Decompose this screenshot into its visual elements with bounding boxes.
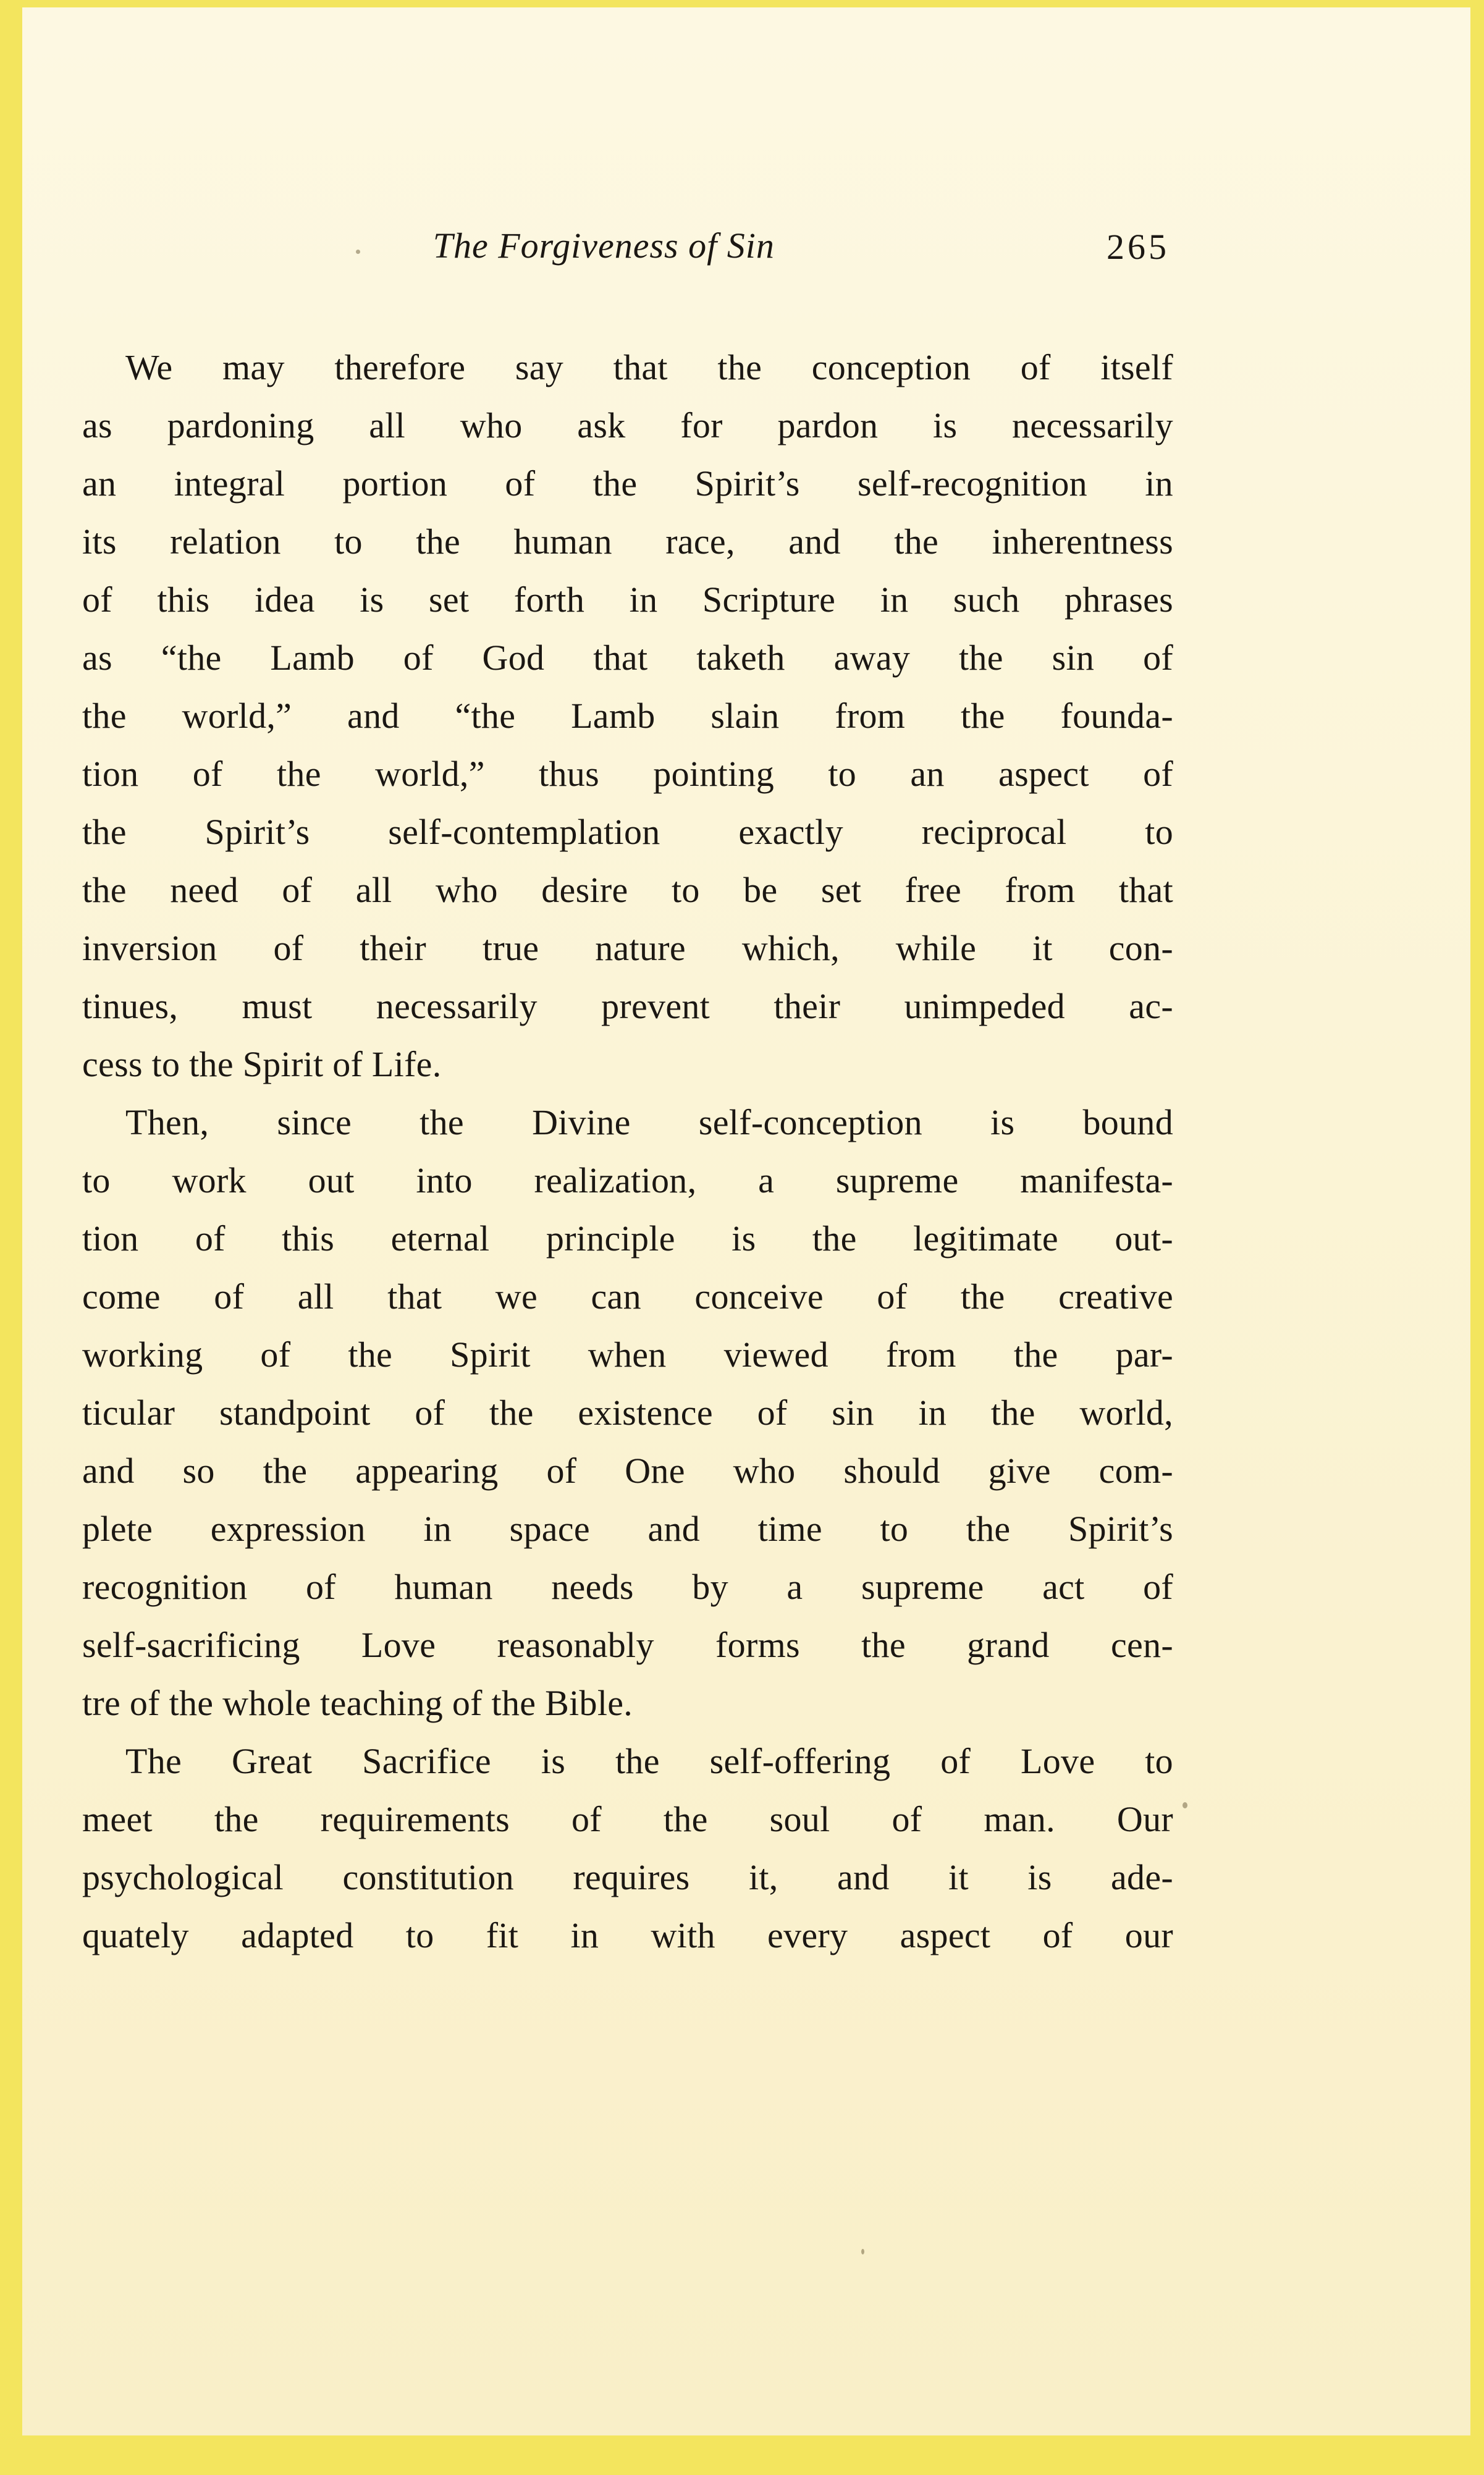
text-line: We may therefore say that the conception of itself [125, 347, 1173, 387]
text-line: self-sacrificing Love reasonably forms the grand cen- [82, 1625, 1173, 1665]
page-header [82, 225, 1173, 274]
text-line: working of the Spirit when viewed from the par- [82, 1334, 1173, 1375]
text-line: meet the requirements of the soul of man. Our [82, 1799, 1173, 1839]
text-line: recognition of human needs by a supreme act of [82, 1567, 1173, 1607]
page-body [82, 339, 1173, 1965]
scan-speck [861, 2249, 864, 2254]
scanned-book-page [22, 7, 1470, 2435]
scan-speck [356, 250, 360, 254]
paragraph [82, 1094, 1173, 1732]
text-line: tinues, must necessarily prevent their unimpeded ac- [82, 986, 1173, 1026]
paragraph [82, 1732, 1173, 1965]
text-line: ticular standpoint of the existence of sin in the world, [82, 1393, 1173, 1433]
text-line: as pardoning all who ask for pardon is necessarily [82, 405, 1173, 445]
text-line: the world,” and “the Lamb slain from the founda- [82, 696, 1173, 736]
text-line: come of all that we can conceive of the creative [82, 1276, 1173, 1317]
text-line: the need of all who desire to be set free from that [82, 870, 1173, 910]
page-number: 265 [1107, 227, 1170, 267]
text-line: inversion of their true nature which, while it con- [82, 928, 1173, 968]
paragraph [82, 339, 1173, 1094]
text-line: its relation to the human race, and the inherentness [82, 521, 1173, 562]
text-line: an integral portion of the Spirit’s self-recognition in [82, 463, 1173, 504]
text-line: to work out into realization, a supreme manifesta- [82, 1160, 1173, 1200]
text-line: as “the Lamb of God that taketh away the sin of [82, 638, 1173, 678]
text-line: tion of the world,” thus pointing to an aspect of [82, 754, 1173, 794]
text-line: tion of this eternal principle is the legitimate out- [82, 1218, 1173, 1259]
text-line: psychological constitution requires it, and it is ade- [82, 1857, 1173, 1897]
text-line: plete expression in space and time to the Spirit’s [82, 1509, 1173, 1549]
running-title: The Forgiveness of Sin [432, 226, 775, 266]
text-line: of this idea is set forth in Scripture in such phrases [82, 580, 1173, 620]
text-line: Then, since the Divine self-conception is bound [125, 1102, 1173, 1142]
text-line: and so the appearing of One who should give com- [82, 1451, 1173, 1491]
text-line: The Great Sacrifice is the self-offering of Love to [125, 1741, 1173, 1781]
text-line: tre of the whole teaching of the Bible. [82, 1683, 633, 1723]
text-line: the Spirit’s self-contemplation exactly reciprocal to [82, 812, 1173, 852]
text-line: cess to the Spirit of Life. [82, 1044, 442, 1084]
scan-speck [1183, 1802, 1187, 1808]
text-line: quately adapted to fit in with every aspect of our [82, 1915, 1173, 1955]
